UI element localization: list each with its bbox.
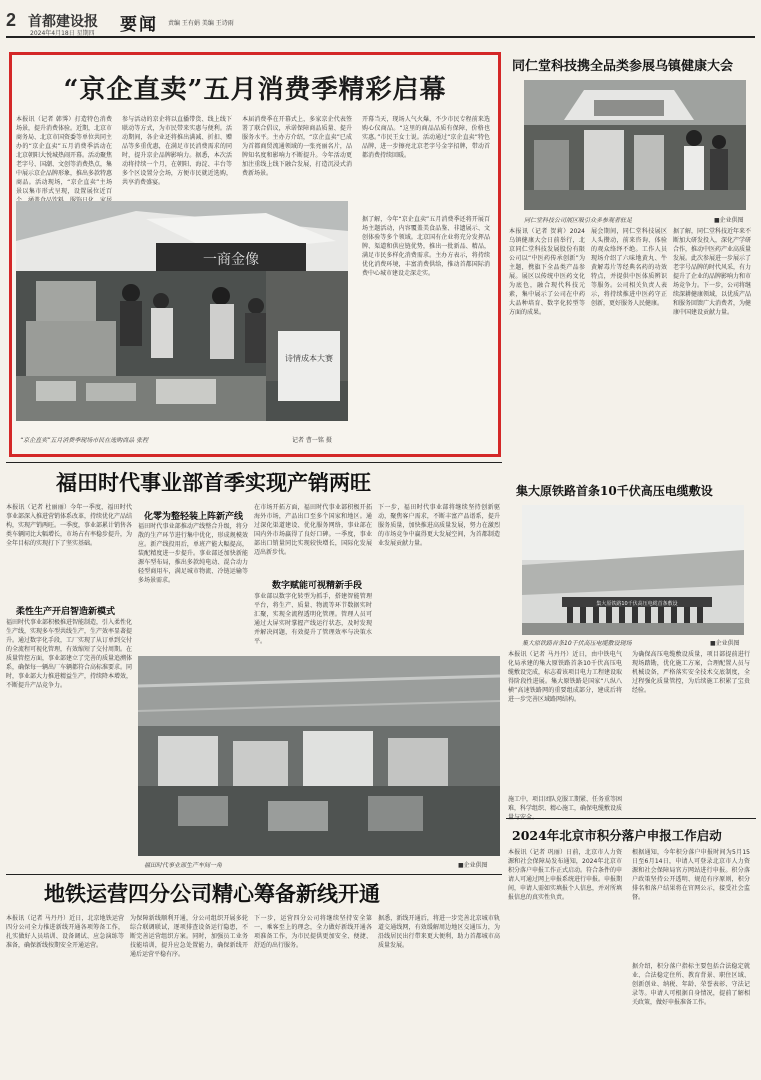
feature-article xyxy=(9,52,501,457)
tongrentang-body3: 据了解，同仁堂科技近年来不断加大研发投入，深化产学研合作，推动中医药产业高质量发展。此次参展进一步展示了老字号品牌的时代风采，有力提升了企业的品牌影响力和市场竞争力。下一步，公司将继续深耕健康领域，以优质产品和服务回馈广大消费者，为健康中国建设贡献力量。 xyxy=(673,228,752,316)
subway-body4: 据悉，新线开通后，将进一步完善北京城市轨道交通线网，有效缓解周边地区交通压力，为沿线居民出行带来更大便利，助力首都城市高质量发展。 xyxy=(378,915,500,949)
futian-sub2-body: 福田时代事业部推动产线整合升级，将分散的生产环节进行集中优化，形成规模效应。新产线投用后，单班产能大幅提高，装配精度进一步提升。事业部还加快新能源车型布局，推出多款纯电动、混合动力轻型商用车，满足城市物流、冷链运输等多场景需求。 xyxy=(138,523,248,584)
futian-col4-body: 下一步，福田时代事业部将继续坚持创新驱动，聚焦客户需求，不断丰富产品谱系，提升服务质量，加快推进高质量发展，努力在激烈的市场竞争中赢得更大发展空间，为首都制造业发展贡献力量。 xyxy=(378,504,500,547)
railway-credit: ■企业供图 xyxy=(710,640,740,647)
photo-banner-text: 一商金像 xyxy=(203,252,259,268)
railway-banner-text: 集大原铁路10千伏高压电缆首条敷设 xyxy=(596,601,678,607)
futian-col3-body: 在市场开拓方面，福田时代事业部积极开拓海外市场，产品出口至多个国家和地区。通过深化渠道建设、优化服务网络，事业部在国内外市场赢得了良好口碑。一季度，事业部出口销量同比实现较快增长，国际化发展迈出新步伐。 xyxy=(254,504,372,556)
railway-body3: 为确保高压电缆敷设质量，项目部提前进行现场踏勘，优化施工方案，合理配置人员与机械设备，严格落实安全技术交底制度，全过程强化质量管控，为后续施工积累了宝贵经验。 xyxy=(632,651,750,694)
subway-body3: 下一步，运营四分公司将继续坚持安全第一、乘客至上的理念，全力做好新线开通各项准备工作，为市民提供更加安全、便捷、舒适的出行服务。 xyxy=(254,915,372,949)
issue-date: 2024年4月18日 星期四 xyxy=(30,30,95,37)
futian-headline: 福田时代事业部首季实现产销两旺 xyxy=(56,470,371,495)
exhibition-image xyxy=(524,80,746,210)
railway-photo-caption: 集大原铁路首条10千伏高压电缆敷设现场 xyxy=(522,640,632,647)
tongrentang-credit: ■企业供图 xyxy=(714,217,744,224)
railway-site-image xyxy=(522,505,744,635)
feature-col3: 本届消费季在开幕式上，多家京企代表签署了联合倡议，承诺保障商品质量、提升服务水平。主办方介绍，“京企直卖”已成为首都商贸流通领域的一张亮丽名片，品牌知名度和影响力不断提升。今年活动更加注重线上线下融合发展，打造沉浸式消费新场景。 xyxy=(242,116,352,177)
feature-photo-caption: “京企直卖”五月消费季现场市民在选购商品 张程 xyxy=(20,437,149,444)
points-body1: 本报讯（记者 巩丽）日前，北京市人力资源和社会保障局发布通知，2024年北京市积分落户申报工作正式启动。符合条件的申请人可通过网上申报系统进行申报。申报期间，申请人需如实填报个人信息，并对所填报信息的真实性负责。 xyxy=(508,849,623,901)
futian-subhead-2: 化零为整轻装上阵新产线 xyxy=(144,512,244,522)
futian-sub1-body: 福田时代事业部积极推进智能制造，引入柔性化生产线，实现多车型共线生产，生产效率显著提升。通过数字化手段，工厂实现了从订单到交付的全流程可视化管理，有效缩短了交付周期。在质量管控方面，事业部建立了完善的质量追溯体系，确保每一辆出厂车辆都符合高标准要求。同时，事业部大力推进精益生产，持续降本增效，不断提升产品竞争力。 xyxy=(6,619,133,689)
futian-photo xyxy=(138,656,500,856)
futian-credit: ■企业供图 xyxy=(458,862,488,869)
divider-line xyxy=(6,874,502,875)
railway-body1: 本报讯（记者 马丹丹）近日，由中铁电气化局承建的集大原铁路首条10千伏高压电缆敷设完成，标志着该项目电力工程建设取得阶段性进展。集大原铁路是国家“八纵八横”高速铁路网的重要组成部分，建成后将进一步完善区域路网结构。 xyxy=(508,651,623,703)
market-scene-image xyxy=(16,201,348,421)
futian-sub3-body: 事业部以数字化转型为抓手，搭建智能管理平台，将生产、质量、物流等环节数据实时汇聚，实现全流程透明化管理。管理人员可通过大屏实时掌握产线运行状态，及时发现并解决问题，有效提升了管理效率与决策水平。 xyxy=(254,593,372,645)
points-body3: 据介绍，积分落户指标主要包括合法稳定就业、合法稳定住所、教育背景、职住区域、创新创业、纳税、年龄、荣誉表彰、守法记录等。申请人可根据自身情况，提前了解相关政策，做好申报准备工作。 xyxy=(632,963,750,1006)
paper-name: 首都建设报 xyxy=(28,14,98,30)
feature-photo-credit: 记者 曹一铭 摄 xyxy=(292,437,332,444)
futian-intro: 本报讯（记者 杜丽丽）今年一季度，福田时代事业部深入推进营销体系改革，持续优化产品结构，实现产销两旺。一季度，事业部累计销售各类车辆同比大幅增长，市场占有率稳步提升，为全年目标的实现打下了坚实基础。 xyxy=(6,504,133,547)
tongrentang-photo xyxy=(524,80,746,210)
feature-headline: “京企直卖”五月消费季精彩启幕 xyxy=(63,75,447,105)
masthead xyxy=(6,8,755,38)
subway-body2: 为保障新线顺利开通，分公司组织开展多轮综合联调联试，逐项排查设备运行隐患，不断完善运营组织方案。同时，加强员工业务技能培训，提升应急处置能力，确保新线开通后运营平稳有序。 xyxy=(130,915,248,958)
divider-line xyxy=(6,462,502,463)
tongrentang-body2: 展会期间，同仁堂科技展区人头攒动，前来咨询、体验的观众络绎不绝。工作人员现场介绍了六味地黄丸、牛黄解毒片等经典名药的功效特点，并提供中医体质辨识等服务。公司相关负责人表示，将持续推进中医药守正创新，更好服务人民健康。 xyxy=(591,228,667,307)
railway-photo xyxy=(522,505,744,635)
editors-credit: 责编 王有娟 美编 王诗雨 xyxy=(168,20,234,27)
factory-image xyxy=(138,656,500,856)
tongrentang-body1: 本报讯（记者 贺莉）2024乌镇健康大会日前举行，北京同仁堂科技发展股份有限公司以“中医药传承创新”为主题，携旗下全品类产品参展。展区以传统中医药文化为底色，融合现代科技元素，集中展示了公司在中药大品种培育、数字化转型等方面的成果。 xyxy=(509,228,585,316)
section-name: 要闻 xyxy=(120,15,158,35)
page-number: 2 xyxy=(6,10,17,30)
feature-col2: 参与活动的京企将以直播带货、线上线下联动等方式，为市民带来实惠与便利。活动期间，各企业还将推出满减、折扣、赠品等多重优惠，在满足市民消费需求的同时，提升京企品牌影响力。据悉，本次活动将持续一个月，在朝阳、海淀、丰台等多个区设置分会场，方便市民就近选购，共享消费盛宴。 xyxy=(122,116,232,186)
points-headline: 2024年北京市积分落户申报工作启动 xyxy=(512,828,722,843)
feature-photo xyxy=(16,201,348,421)
futian-subhead-1: 柔性生产开启智造新模式 xyxy=(16,607,116,617)
feature-intro: 本报讯（记者 韩霁）打造特色消费场景，提升消费体验。近期，北京市商务局、北京市国资委等单位共同主办的“京企直卖”五月消费季活动在北京朝阳大悦城热闹开幕。活动聚焦老字号、国潮、文创等消费热点，集中展示京企品牌形象，推出多款特惠商品。活动现场，“京企直卖”主场景以集市形式呈现，设置展位近百 xyxy=(16,116,113,195)
points-body2: 根据通知，今年积分落户申报时间为5月15日至6月14日，申请人可登录北京市人力资源和社会保障局官方网站进行申报。积分落户政策坚持公开透明、规范有序原则，积分排名和落户结果将在官网公示，接受社会监督。 xyxy=(632,849,750,901)
tongrentang-headline: 同仁堂科技携全品类参展乌镇健康大会 xyxy=(512,59,734,74)
feature-col4: 开幕当天，现场人气火爆，不少市民专程前来选购心仪商品。“这里的商品品质有保障，价格也实惠。”市民王女士说。活动通过“京企直卖”特色品牌，进一步擦亮北京老字号金字招牌，带动首都消费持续回暖。 xyxy=(362,116,490,159)
feature-col5: 据了解，今年“京企直卖”五月消费季还将开展百场主题活动，内容覆盖美食品鉴、非遗展示、文创体验等多个领域。北京国有企业将充分发挥品牌、渠道和供应链优势，推出一批新品、精品，满足市民多样化消费需求。主办方表示，将持续优化消费环境，丰富消费供给，推动首都国际消费中心城市建设走深走实。 xyxy=(362,216,490,277)
futian-photo-caption: 福田时代事业部生产车间一角 xyxy=(144,862,223,869)
futian-subhead-3: 数字赋能可视精新手段 xyxy=(272,581,363,591)
photo-sign-text: 诗情成本大赛 xyxy=(285,354,333,363)
railway-body2: 施工中，项目团队克服工期紧、任务重等困难，科学组织、精心施工，确保电缆敷设质 xyxy=(508,796,623,812)
subway-headline: 地铁运营四分公司精心筹备新线开通 xyxy=(44,881,380,906)
railway-headline: 集大原铁路首条10千伏高压电缆敷设 xyxy=(516,484,713,498)
divider-line xyxy=(506,818,756,819)
tongrentang-photo-caption: 同仁堂科技公司展区吸引众多参观者驻足 xyxy=(524,217,633,224)
subway-body1: 本报讯（记者 马丹丹）近日，北京地铁运营四分公司全力推进新线开通各项筹备工作，扎实做好人员培训、设备调试、应急演练等准备，确保新线按期安全开通运营。 xyxy=(6,915,124,949)
